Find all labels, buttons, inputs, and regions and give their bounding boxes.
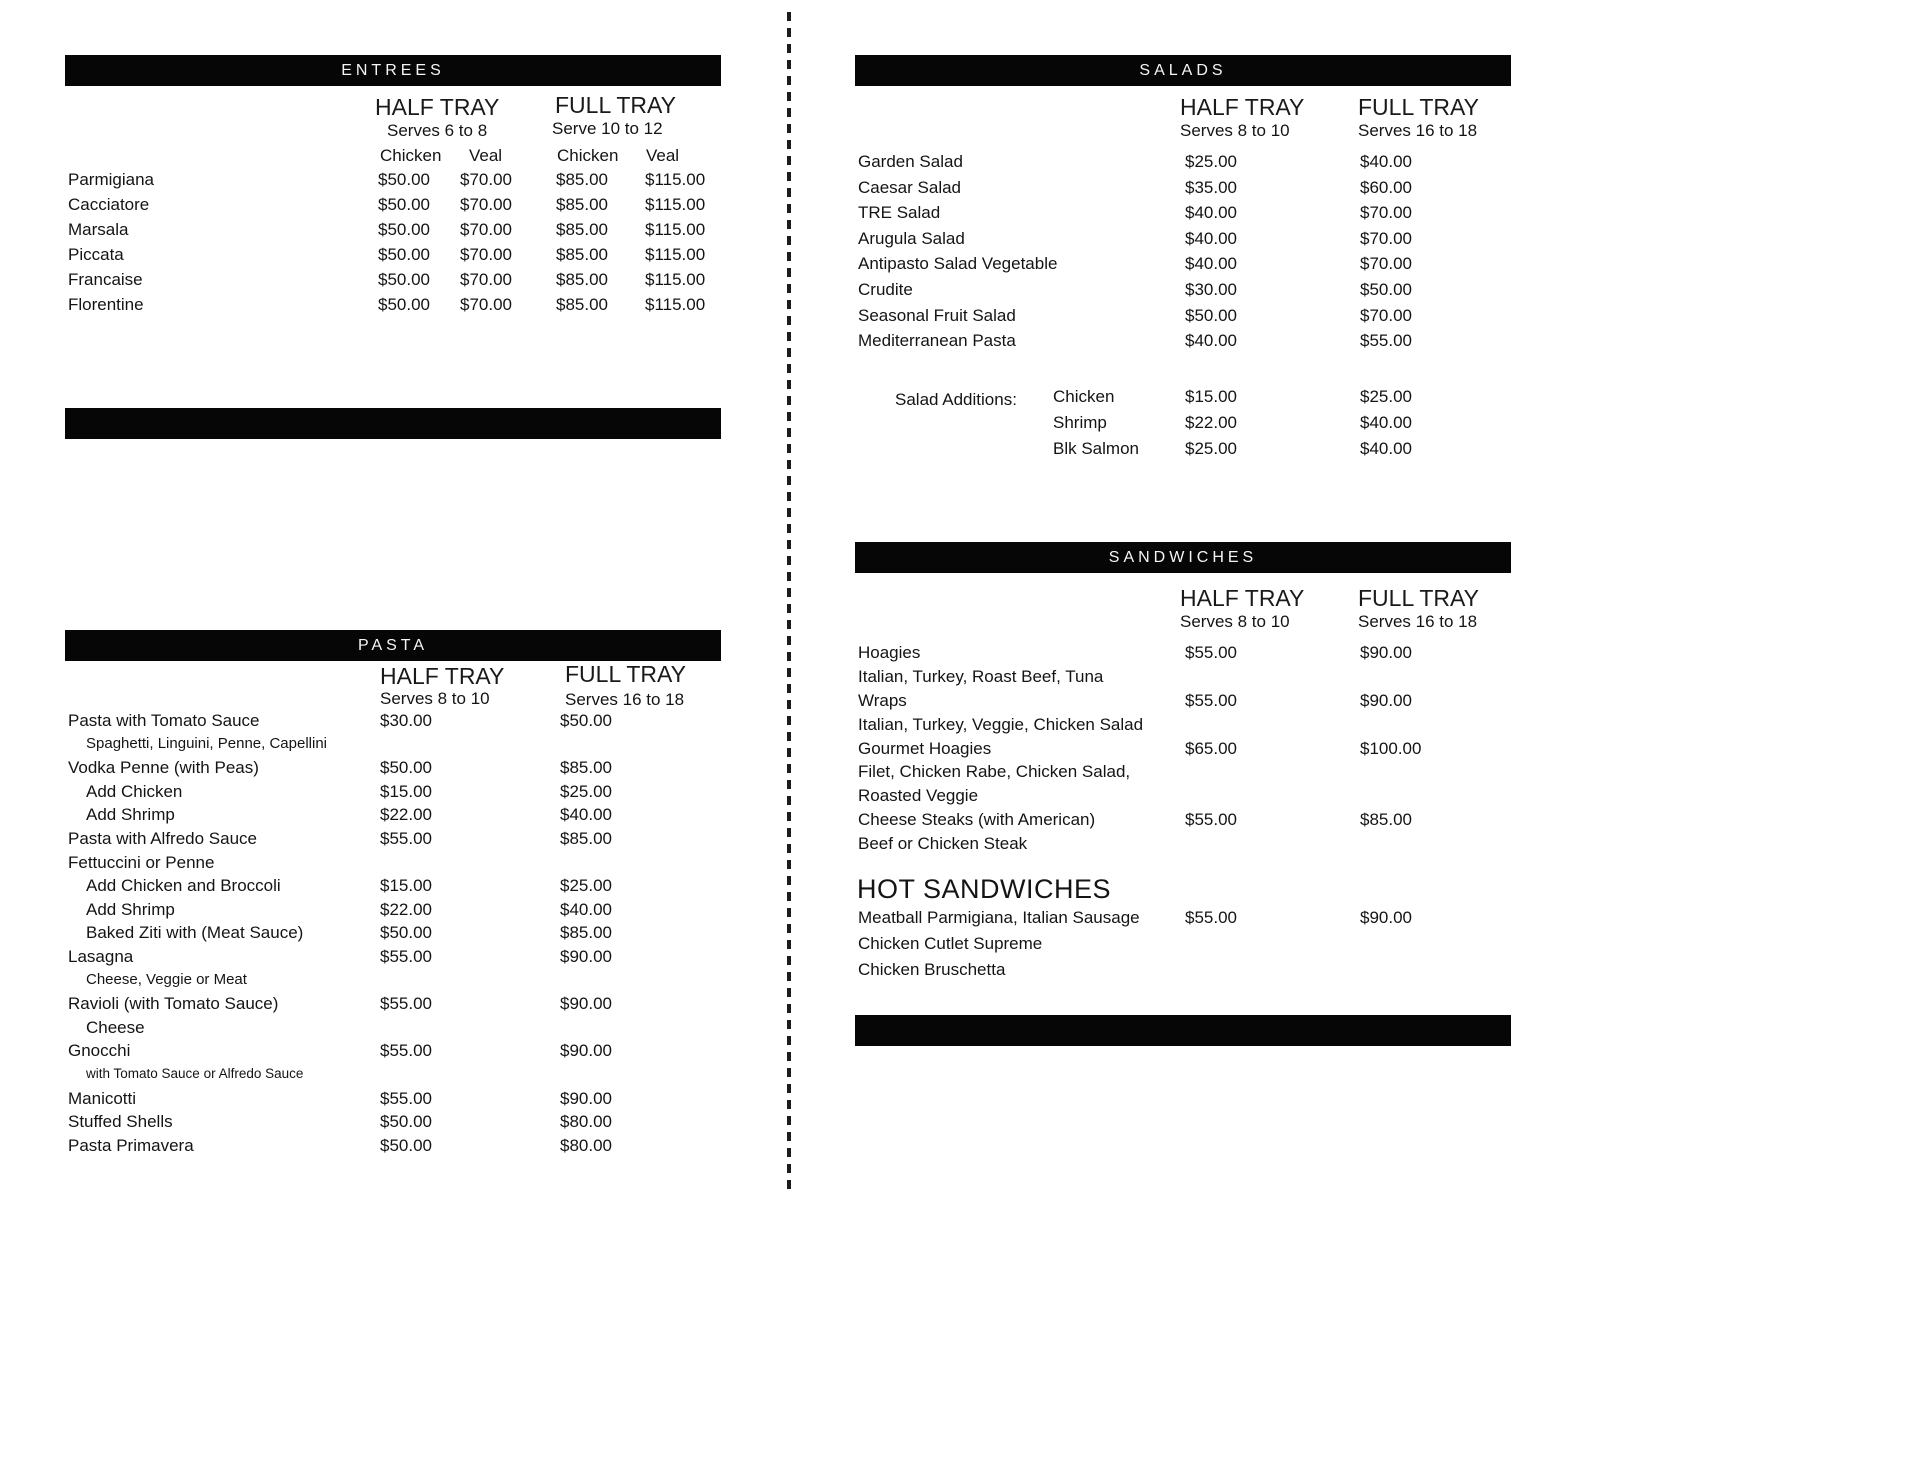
item-name: Blk Salmon [1053, 439, 1139, 458]
pasta-half-tray-header: HALF TRAY [380, 663, 505, 689]
half-tray-price: $40.00 [1185, 203, 1237, 223]
item-name: Baked Ziti with (Meat Sauce) [86, 923, 304, 943]
pasta-full-serves: Serves 16 to 18 [565, 690, 685, 709]
menu-row [65, 295, 721, 320]
item-name: Crudite [858, 279, 913, 299]
full-tray-price: $60.00 [1360, 177, 1412, 197]
menu-row [65, 245, 721, 270]
menu-row [65, 195, 721, 220]
half-tray-chicken-price: $50.00 [378, 295, 430, 314]
half-tray-chicken-price: $50.00 [378, 270, 430, 289]
sandwiches-full-tray-header: FULL TRAY [1358, 585, 1479, 611]
menu-row [855, 413, 1511, 439]
menu-row [855, 739, 1511, 763]
entrees-col-veal-half: Veal [469, 146, 503, 165]
menu-row [855, 331, 1511, 357]
item-name: Cacciatore [68, 195, 150, 214]
menu-row [65, 876, 721, 900]
item-name: Piccata [68, 245, 124, 264]
pasta-section-title: PASTA [357, 636, 429, 654]
salad-additions-label: Salad Additions: [895, 390, 1017, 409]
salads-section-title: SALADS [1139, 61, 1227, 79]
item-name: Seasonal Fruit Salad [858, 305, 1016, 325]
menu-row [855, 280, 1511, 306]
half-tray-chicken-price: $50.00 [378, 245, 430, 264]
menu-row [65, 782, 721, 806]
full-tray-price: $25.00 [560, 876, 612, 896]
full-tray-price: $85.00 [560, 828, 612, 848]
menu-row [65, 947, 721, 971]
full-tray-price: $90.00 [560, 1088, 612, 1108]
item-name: Shrimp [1053, 413, 1107, 432]
menu-row [855, 715, 1511, 739]
item-name: Filet, Chicken Rabe, Chicken Salad, [858, 762, 1131, 782]
half-tray-chicken-price: $50.00 [378, 195, 430, 214]
item-name: Manicotti [68, 1088, 137, 1108]
half-tray-price: $40.00 [1185, 254, 1237, 274]
half-tray-veal-price: $70.00 [460, 195, 512, 214]
item-name: Caesar Salad [858, 177, 962, 197]
item-name: Cheese [86, 1017, 145, 1037]
item-name: Hoagies [858, 643, 921, 662]
half-tray-price: $55.00 [380, 1088, 432, 1108]
half-tray-price: $15.00 [1185, 387, 1237, 406]
perforation-dashed-line [787, 12, 791, 1192]
half-tray-price: $50.00 [380, 758, 432, 778]
full-tray-veal-price: $115.00 [645, 170, 706, 189]
full-tray-chicken-price: $85.00 [556, 220, 608, 239]
menu-row [855, 254, 1511, 280]
half-tray-price: $50.00 [380, 1112, 432, 1132]
menu-row [65, 735, 721, 759]
item-name: with Tomato Sauce or Alfredo Sauce [86, 1065, 304, 1081]
item-name: Stuffed Shells [68, 1112, 173, 1132]
item-name: Arugula Salad [858, 228, 965, 248]
item-name: Gnocchi [68, 1041, 131, 1061]
half-tray-price: $40.00 [1185, 331, 1237, 351]
full-tray-price: $70.00 [1360, 203, 1412, 223]
half-tray-veal-price: $70.00 [460, 270, 512, 289]
full-tray-price: $50.00 [560, 711, 612, 730]
sandwiches-section-title: SANDWICHES [1108, 548, 1258, 566]
full-tray-veal-price: $115.00 [645, 220, 706, 239]
full-tray-price: $85.00 [560, 758, 612, 778]
half-tray-price: $50.00 [1185, 305, 1237, 325]
full-tray-price: $40.00 [1360, 413, 1412, 432]
entrees-col-veal-full: Veal [646, 146, 680, 165]
half-tray-price: $65.00 [1185, 738, 1237, 758]
salad-additions-block [855, 387, 1511, 465]
full-tray-veal-price: $115.00 [645, 195, 706, 214]
menu-row [65, 711, 721, 735]
item-name: Lasagna [68, 946, 134, 966]
item-name: Pasta with Tomato Sauce [68, 711, 260, 730]
item-name: Add Chicken and Broccoli [86, 876, 281, 896]
full-tray-price: $55.00 [1360, 331, 1412, 351]
half-tray-price: $25.00 [1185, 439, 1237, 458]
full-tray-price: $40.00 [1360, 152, 1412, 171]
full-tray-price: $70.00 [1360, 254, 1412, 274]
half-tray-price: $15.00 [380, 876, 432, 896]
half-tray-price: $55.00 [1185, 690, 1237, 710]
full-tray-price: $80.00 [560, 1135, 612, 1155]
item-name: Mediterranean Pasta [858, 331, 1016, 351]
entrees-full-tray-header: FULL TRAY [555, 92, 676, 118]
salads-half-tray-header: HALF TRAY [1180, 94, 1305, 120]
entrees-half-serves: Serves 6 to 8 [387, 121, 488, 140]
item-name: Marsala [68, 220, 129, 239]
salads-half-serves: Serves 8 to 10 [1180, 121, 1290, 140]
sandwiches-full-serves: Serves 16 to 18 [1358, 612, 1478, 631]
menu-row [65, 805, 721, 829]
sandwiches-section-header [855, 542, 1511, 573]
menu-row [65, 1136, 721, 1160]
menu-row [65, 900, 721, 924]
item-name: Chicken Bruschetta [858, 960, 1006, 979]
menu-row [855, 387, 1511, 413]
half-tray-price: $15.00 [380, 781, 432, 801]
redacted-bar-right [855, 1015, 1511, 1046]
menu-row [65, 994, 721, 1018]
menu-row [65, 1065, 721, 1089]
half-tray-veal-price: $70.00 [460, 170, 512, 189]
menu-row [855, 908, 1511, 934]
menu-row [65, 971, 721, 995]
half-tray-veal-price: $70.00 [460, 295, 512, 314]
menu-row [855, 178, 1511, 204]
item-name: Cheese, Veggie or Meat [86, 970, 247, 988]
salad-additions-rows [855, 387, 1511, 465]
item-name: Italian, Turkey, Roast Beef, Tuna [858, 666, 1104, 686]
salads-full-serves: Serves 16 to 18 [1358, 121, 1478, 140]
menu-row [855, 960, 1511, 986]
item-name: Pasta Primavera [68, 1135, 194, 1155]
salads-full-tray-header: FULL TRAY [1358, 94, 1479, 120]
item-name: Beef or Chicken Steak [858, 834, 1028, 854]
half-tray-veal-price: $70.00 [460, 220, 512, 239]
menu-row [65, 1112, 721, 1136]
item-name: Meatball Parmigiana, Italian Sausage [858, 908, 1140, 927]
item-name: Add Shrimp [86, 805, 175, 825]
menu-row [855, 834, 1511, 858]
half-tray-price: $55.00 [380, 828, 432, 848]
sandwiches-half-tray-header: HALF TRAY [1180, 585, 1305, 611]
menu-row [855, 203, 1511, 229]
half-tray-price: $22.00 [380, 899, 432, 919]
full-tray-price: $90.00 [1360, 908, 1412, 927]
full-tray-chicken-price: $85.00 [556, 270, 608, 289]
item-name: Italian, Turkey, Veggie, Chicken Salad [858, 714, 1144, 734]
item-name: Ravioli (with Tomato Sauce) [68, 994, 279, 1014]
menu-row [65, 853, 721, 877]
sandwiches-rows [855, 643, 1511, 858]
item-name: Cheese Steaks (with American) [858, 810, 1096, 830]
half-tray-veal-price: $70.00 [460, 245, 512, 264]
entrees-section-header [65, 55, 721, 86]
full-tray-price: $90.00 [1360, 643, 1412, 662]
item-name: Chicken Cutlet Supreme [858, 934, 1043, 953]
menu-row [855, 762, 1511, 786]
item-name: Chicken [1053, 387, 1115, 406]
menu-row [855, 643, 1511, 667]
half-tray-price: $22.00 [1185, 413, 1237, 432]
item-name: Garden Salad [858, 152, 963, 171]
half-tray-price: $55.00 [380, 1041, 432, 1061]
full-tray-price: $90.00 [1360, 690, 1412, 710]
full-tray-veal-price: $115.00 [645, 245, 706, 264]
redacted-bar-left [65, 408, 721, 439]
full-tray-chicken-price: $85.00 [556, 295, 608, 314]
menu-row [855, 439, 1511, 465]
menu-row [855, 152, 1511, 178]
entrees-col-chicken-full: Chicken [557, 146, 619, 165]
full-tray-price: $85.00 [560, 923, 612, 943]
item-name: Spaghetti, Linguini, Penne, Capellini [86, 734, 328, 752]
menu-row [65, 1018, 721, 1042]
pasta-rows [65, 711, 721, 1159]
pasta-section-header [65, 630, 721, 661]
full-tray-price: $85.00 [1360, 810, 1412, 830]
full-tray-veal-price: $115.00 [645, 295, 706, 314]
full-tray-chicken-price: $85.00 [556, 195, 608, 214]
half-tray-price: $50.00 [380, 1135, 432, 1155]
menu-row [855, 691, 1511, 715]
salads-rows [855, 152, 1511, 357]
full-tray-price: $40.00 [1360, 439, 1412, 458]
item-name: Vodka Penne (with Peas) [68, 758, 259, 778]
half-tray-chicken-price: $50.00 [378, 220, 430, 239]
entrees-col-chicken-half: Chicken [380, 146, 442, 165]
half-tray-price: $35.00 [1185, 177, 1237, 197]
full-tray-price: $100.00 [1360, 738, 1422, 758]
menu-row [65, 170, 721, 195]
menu-page-left [65, 0, 721, 1484]
entrees-full-serves: Serve 10 to 12 [552, 119, 663, 138]
full-tray-price: $25.00 [1360, 387, 1412, 406]
sandwiches-half-serves: Serves 8 to 10 [1180, 612, 1290, 631]
item-name: Add Shrimp [86, 899, 175, 919]
item-name: Parmigiana [68, 170, 154, 189]
half-tray-chicken-price: $50.00 [378, 170, 430, 189]
half-tray-price: $55.00 [380, 946, 432, 966]
salads-section-header [855, 55, 1511, 86]
entrees-half-tray-header: HALF TRAY [375, 94, 500, 120]
menu-row [855, 786, 1511, 810]
pasta-full-tray-header: FULL TRAY [565, 661, 686, 687]
full-tray-price: $90.00 [560, 994, 612, 1014]
full-tray-chicken-price: $85.00 [556, 245, 608, 264]
half-tray-price: $25.00 [1185, 152, 1237, 171]
full-tray-price: $70.00 [1360, 228, 1412, 248]
menu-page-right [855, 0, 1511, 1484]
menu-row [65, 1089, 721, 1113]
item-name: Roasted Veggie [858, 786, 979, 806]
menu-row [855, 229, 1511, 255]
item-name: Pasta with Alfredo Sauce [68, 828, 258, 848]
half-tray-price: $40.00 [1185, 228, 1237, 248]
item-name: TRE Salad [858, 203, 941, 223]
menu-row [65, 923, 721, 947]
entrees-section-title: ENTREES [341, 61, 445, 79]
full-tray-veal-price: $115.00 [645, 270, 706, 289]
full-tray-price: $70.00 [1360, 305, 1412, 325]
half-tray-price: $55.00 [1185, 643, 1237, 662]
item-name: Florentine [68, 295, 144, 314]
full-tray-price: $80.00 [560, 1112, 612, 1132]
half-tray-price: $22.00 [380, 805, 432, 825]
menu-row [855, 934, 1511, 960]
item-name: Gourmet Hoagies [858, 738, 992, 758]
menu-row [65, 220, 721, 245]
item-name: Fettuccini or Penne [68, 852, 215, 872]
item-name: Francaise [68, 270, 143, 289]
menu-row [65, 1041, 721, 1065]
entrees-rows [65, 170, 721, 320]
full-tray-chicken-price: $85.00 [556, 170, 608, 189]
full-tray-price: $90.00 [560, 946, 612, 966]
menu-row [65, 758, 721, 782]
item-name: Wraps [858, 690, 907, 710]
menu-row [855, 306, 1511, 332]
hot-sandwiches-heading: HOT SANDWICHES [857, 874, 1112, 904]
item-name: Add Chicken [86, 781, 183, 801]
half-tray-price: $55.00 [1185, 908, 1237, 927]
half-tray-price: $55.00 [380, 994, 432, 1014]
hot-sandwiches-rows [855, 908, 1511, 986]
menu-row [65, 270, 721, 295]
half-tray-price: $30.00 [380, 711, 432, 730]
full-tray-price: $25.00 [560, 781, 612, 801]
item-name: Antipasto Salad Vegetable [858, 254, 1058, 274]
full-tray-price: $40.00 [560, 805, 612, 825]
half-tray-price: $55.00 [1185, 810, 1237, 830]
full-tray-price: $40.00 [560, 899, 612, 919]
full-tray-price: $50.00 [1360, 279, 1412, 299]
menu-row [65, 829, 721, 853]
half-tray-price: $30.00 [1185, 279, 1237, 299]
menu-row [855, 667, 1511, 691]
half-tray-price: $50.00 [380, 923, 432, 943]
menu-row [855, 810, 1511, 834]
full-tray-price: $90.00 [560, 1041, 612, 1061]
pasta-half-serves: Serves 8 to 10 [380, 689, 490, 708]
